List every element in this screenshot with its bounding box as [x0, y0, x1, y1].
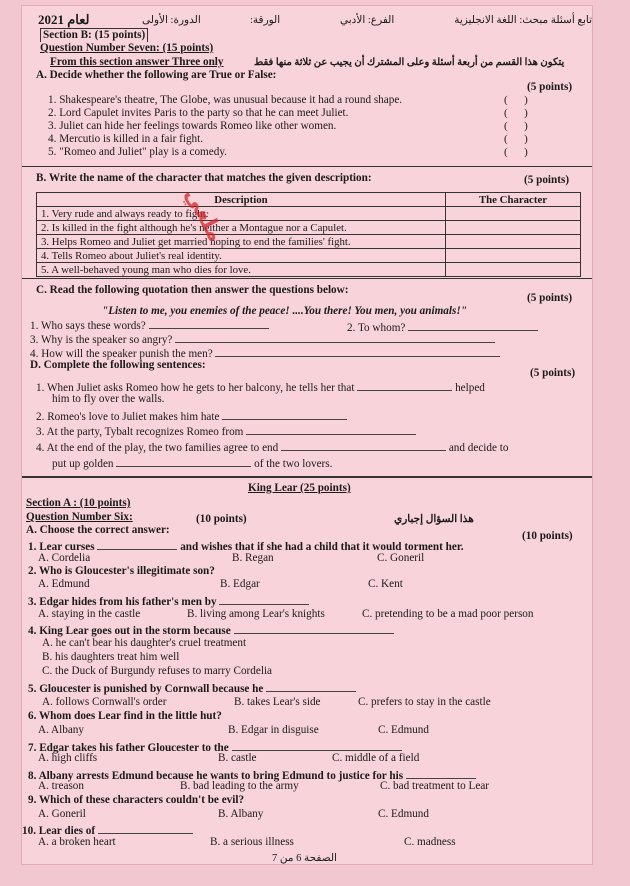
answer-blank[interactable] [408, 320, 538, 331]
d-sentence-1-end: helped [455, 382, 485, 394]
tf-item: 4. Mercutio is killed in a fair fight. [48, 133, 204, 145]
mcq-question: 3. Edgar hides from his father's men by [28, 596, 217, 608]
d-sentence-2: 2. Romeo's love to Juliet makes him hate [36, 411, 220, 423]
part-a-title: A. Decide whether the following are True or False: [36, 69, 277, 81]
character-answer-cell[interactable] [446, 249, 581, 263]
d-sentence-4-mid: and decide to [448, 442, 509, 454]
mcq-option[interactable]: C. Edmund [378, 724, 429, 736]
mcq-question: 2. Who is Gloucester's illegitimate son? [28, 565, 215, 577]
mcq-option[interactable]: B. castle [218, 752, 257, 764]
mcq-question: 1. Lear curses [28, 541, 95, 553]
answer-blank[interactable] [266, 681, 356, 692]
row-description: 3. Helps Romeo and Juliet get married hoping to end the families' fight. [37, 235, 446, 249]
mcq-question: 10. Lear dies of [22, 825, 96, 837]
answer-blank[interactable] [175, 332, 495, 343]
mcq-question: 4. King Lear goes out in the storm because [28, 625, 231, 637]
mcq-option[interactable]: B. living among Lear's knights [187, 608, 325, 620]
row-description: 1. Very rude and always ready to fight. [37, 207, 446, 221]
c-question-3: 3. Why is the speaker so angry? [30, 334, 173, 346]
character-answer-cell[interactable] [446, 221, 581, 235]
divider [22, 278, 592, 279]
tf-item: 3. Juliet can hide her feelings towards Romeo like other women. [48, 120, 337, 132]
answer-box[interactable]: ( ) [504, 120, 528, 132]
mcq-option[interactable]: C. the Duck of Burgundy refuses to marry Cordelia [42, 665, 273, 677]
tf-item: 5. "Romeo and Juliet" play is a comedy. [48, 146, 227, 158]
d-sentence-1: 1. When Juliet asks Romeo how he gets to her balcony, he tells her that [36, 382, 355, 394]
mcq-option[interactable]: C. middle of a field [332, 752, 420, 764]
character-answer-cell[interactable] [446, 207, 581, 221]
mcq-option[interactable]: B. Albany [218, 808, 264, 820]
part-a-points: (5 points) [527, 81, 573, 93]
mcq-option[interactable]: A. follows Cornwall's order [42, 696, 167, 708]
c-question-4: 4. How will the speaker punish the men? [30, 348, 213, 360]
c-question-1: 1. Who says these words? [30, 320, 146, 332]
section-b-instruction: From this section answer Three only [50, 56, 224, 68]
mcq-option[interactable]: A. a broken heart [38, 836, 116, 848]
mcq-option[interactable]: B. bad leading to the army [180, 780, 299, 792]
answer-blank[interactable] [246, 424, 416, 435]
row-description: 5. A well-behaved young man who dies for love. [37, 263, 446, 277]
d-sentence-4-cont: put up golden [52, 458, 114, 470]
choose-title: A. Choose the correct answer: [26, 524, 170, 536]
section-b-question: Question Number Seven: (15 points) [40, 42, 214, 54]
col-description: Description [37, 193, 446, 207]
mcq-option[interactable]: C. Kent [368, 578, 403, 590]
table-row [37, 263, 581, 277]
table-row [37, 207, 581, 221]
mcq-option[interactable]: A. Goneril [38, 808, 86, 820]
exam-paper: الورقة: [250, 15, 281, 26]
part-c-points: (5 points) [527, 292, 573, 304]
section-a-title: Section A : (10 points) [26, 497, 131, 509]
tf-item: 2. Lord Capulet invites Paris to the party so that he can meet Juliet. [48, 107, 349, 119]
mcq-option[interactable]: A. treason [38, 780, 84, 792]
answer-blank[interactable] [215, 346, 500, 357]
mcq-option[interactable]: B. a serious illness [210, 836, 294, 848]
answer-blank[interactable] [222, 409, 347, 420]
divider [22, 476, 592, 478]
page-number: الصفحة 6 من 7 [272, 853, 337, 864]
d-sentence-1-cont: him to fly over the walls. [52, 393, 165, 405]
answer-blank[interactable] [97, 539, 177, 550]
answer-box[interactable]: ( ) [504, 133, 528, 145]
mcq-question: 9. Which of these characters couldn't be evil? [28, 794, 245, 806]
answer-blank[interactable] [234, 623, 394, 634]
question-six: Question Number Six: [26, 511, 133, 523]
mcq-option[interactable]: A. high cliffs [38, 752, 98, 764]
divider [22, 166, 592, 167]
exam-page [22, 6, 592, 864]
mcq-option[interactable]: A. staying in the castle [38, 608, 141, 620]
part-b-points: (5 points) [524, 174, 570, 186]
answer-box[interactable]: ( ) [504, 146, 528, 158]
part-c-title: C. Read the following quotation then answer the questions below: [36, 284, 349, 296]
part-b-title: B. Write the name of the character that matches the given description: [36, 172, 372, 184]
section-b-title: Section B: (15 points) [40, 28, 148, 42]
row-description: 4. Tells Romeo about Juliet's real identity. [37, 249, 446, 263]
mcq-question: 5. Gloucester is punished by Cornwall because he [28, 683, 264, 695]
mcq-question: 6. Whom does Lear find in the little hut? [28, 710, 222, 722]
mcq-option[interactable]: C. pretending to be a mad poor person [362, 608, 534, 620]
answer-box[interactable]: ( ) [504, 94, 528, 106]
mcq-option[interactable]: A. Cordelia [38, 552, 91, 564]
row-description: 2. Is killed in the fight although he's neither a Montague nor a Capulet. [37, 221, 446, 235]
mcq-option[interactable]: B. Regan [232, 552, 274, 564]
mcq-question: 7. Edgar takes his father Gloucester to the [28, 742, 229, 754]
question-six-points: (10 points) [196, 513, 247, 525]
table-row [37, 249, 581, 263]
exam-subject: تابع أسئلة مبحث: اللغة الانجليزية [454, 15, 592, 26]
mcq-option[interactable]: B. his daughters treat him well [42, 651, 180, 663]
mcq-question: 8. Albany arrests Edmund because he wants to bring Edmund to justice for his [28, 770, 404, 782]
answer-blank[interactable] [232, 740, 402, 751]
section-b-arabic-instruction: يتكون هذا القسم من أربعة أسئلة وعلى المشترك أن يجيب عن ثلاثة منها فقط [254, 57, 565, 68]
answer-blank[interactable] [116, 456, 251, 467]
mcq-option[interactable]: A. he can't bear his daughter's cruel treatment [42, 637, 247, 649]
tf-item: 1. Shakespeare's theatre, The Globe, was unusual because it had a round shape. [48, 94, 403, 106]
d-sentence-4: 4. At the end of the play, the two families agree to end [36, 442, 279, 454]
mcq-option[interactable]: A. Albany [38, 724, 84, 736]
part-d-points: (5 points) [530, 367, 576, 379]
exam-year: 2021 لعام [38, 12, 90, 27]
mcq-option[interactable]: C. Goneril [377, 552, 425, 564]
mcq-option[interactable]: A. Edmund [38, 578, 90, 590]
quotation: "Listen to me, you enemies of the peace! ....You there! You men, you animals!" [102, 305, 467, 317]
character-answer-cell[interactable] [446, 263, 581, 277]
c-question-2: 2. To whom? [347, 322, 406, 334]
king-lear-title: King Lear (25 points) [248, 482, 351, 494]
character-answer-cell[interactable] [446, 235, 581, 249]
exam-session: الدورة: الأولى [142, 15, 201, 26]
choose-points: (10 points) [522, 530, 573, 542]
d-sentence-4-end: of the two lovers. [254, 458, 333, 470]
mcq-option[interactable]: B. Edgar [220, 578, 260, 590]
answer-box[interactable]: ( ) [504, 107, 528, 119]
answer-blank[interactable] [406, 768, 476, 779]
cancel-stamp: ملغي [179, 183, 229, 247]
mcq-question-end: and wishes that if she had a child that it would torment her. [180, 541, 464, 553]
exam-branch: الفرع: الأدبي [340, 15, 395, 26]
mcq-option[interactable]: B. Edgar in disguise [228, 724, 319, 736]
mcq-option[interactable]: B. takes Lear's side [234, 696, 321, 708]
mcq-option[interactable]: C. bad treatment to Lear [380, 780, 490, 792]
mcq-option[interactable]: C. madness [404, 836, 456, 848]
mandatory-note: هذا السؤال إجباري [394, 514, 474, 525]
mcq-option[interactable]: C. Edmund [378, 808, 429, 820]
answer-blank[interactable] [357, 380, 452, 391]
col-character: The Character [446, 193, 581, 207]
answer-blank[interactable] [281, 440, 446, 451]
answer-blank[interactable] [98, 823, 193, 834]
mcq-option[interactable]: C. prefers to stay in the castle [358, 696, 491, 708]
d-sentence-3: 3. At the party, Tybalt recognizes Romeo from [36, 426, 244, 438]
part-d-title: D. Complete the following sentences: [30, 359, 206, 371]
answer-blank[interactable] [219, 594, 309, 605]
